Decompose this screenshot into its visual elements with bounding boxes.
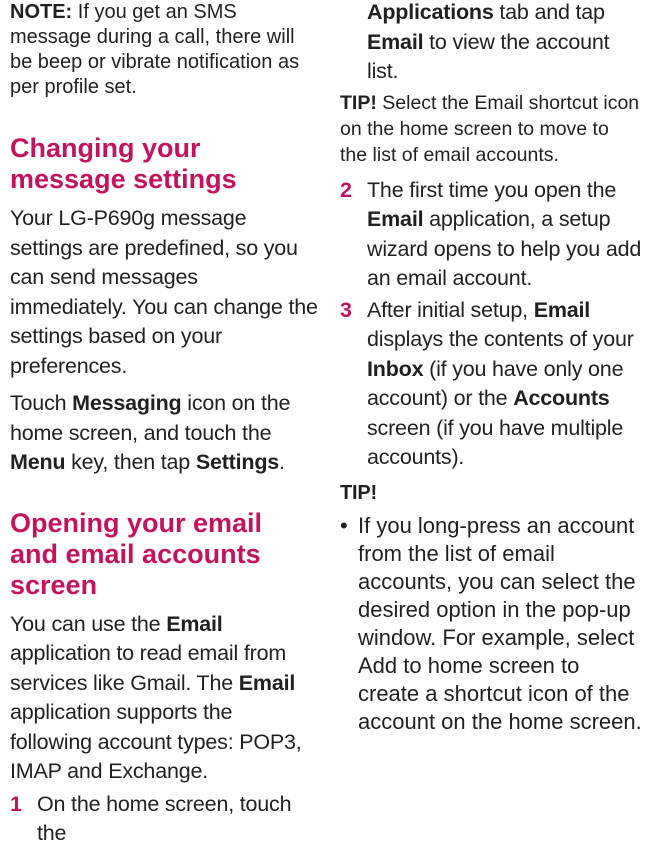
section-heading-message-settings: Changing your message settings	[10, 133, 237, 194]
tip-shortcut-text: Select the Email shortcut icon on the home screen to move to the list of email accounts.	[340, 91, 640, 166]
step-1-applications-term: Applications	[367, 0, 494, 24]
tip-long-press-text: If you long-press an account from the list of email accounts, you can select the desired option in the pop-up window. For example, select Add to home screen to create a shortcut icon of the account on the home screen.	[358, 513, 642, 734]
step-1	[10, 790, 318, 845]
email-term: Email	[238, 670, 296, 695]
menu-term: Menu	[10, 450, 66, 474]
tip-heading: TIP!	[340, 481, 377, 504]
right-column	[340, 0, 645, 736]
email-term: Email	[166, 611, 223, 636]
section-heading-email-accounts: Opening your email and email accounts screen	[10, 507, 263, 600]
email-app-paragraph: You can use the Email application to read email from services like Gmail. The Email application supports the following account types: POP3, IMAP and Exchange.	[10, 611, 302, 783]
left-column	[10, 0, 318, 845]
tip-label: TIP!	[340, 91, 377, 114]
note-paragraph	[10, 0, 310, 100]
message-settings-paragraph: Your LG-P690g message settings are predefined, so you can send messages immediately. You can change the settings based on your preferences.	[10, 206, 318, 378]
tip-shortcut	[340, 90, 640, 168]
messaging-term: Messaging	[72, 391, 182, 415]
step-1-text-start: On the home screen, touch the	[37, 791, 292, 845]
step-3: 3 After initial setup, Email displays the contents of your Inbox (if you have only one account) or the Accounts screen (if you have multiple accounts).	[340, 297, 634, 469]
step-1-number: 1	[10, 791, 22, 816]
accounts-term: Accounts	[513, 386, 610, 410]
note-text: If you get an SMS message during a call, there will be beep or vibrate notification as per profile set.	[10, 1, 300, 98]
step-3-number: 3	[340, 297, 352, 322]
step-3-email-term: Email	[533, 297, 591, 322]
step-1-continued: Applications tab and tap Email to view the account list.	[367, 0, 610, 83]
settings-term: Settings	[195, 450, 280, 474]
step-2: 2 The first time you open the Email application, a setup wizard opens to help you add an email account.	[340, 177, 642, 290]
messaging-instructions-paragraph: Touch Messaging icon on the home screen, and touch the Menu key, then tap Settings.	[10, 391, 291, 474]
step-2-number: 2	[340, 177, 352, 202]
bullet-icon: •	[340, 513, 348, 538]
tip-long-press	[340, 512, 645, 736]
step-1-email-term: Email	[367, 29, 424, 54]
step-2-email-term: Email	[367, 207, 424, 231]
inbox-term: Inbox	[367, 356, 424, 381]
note-label: NOTE:	[10, 1, 73, 23]
